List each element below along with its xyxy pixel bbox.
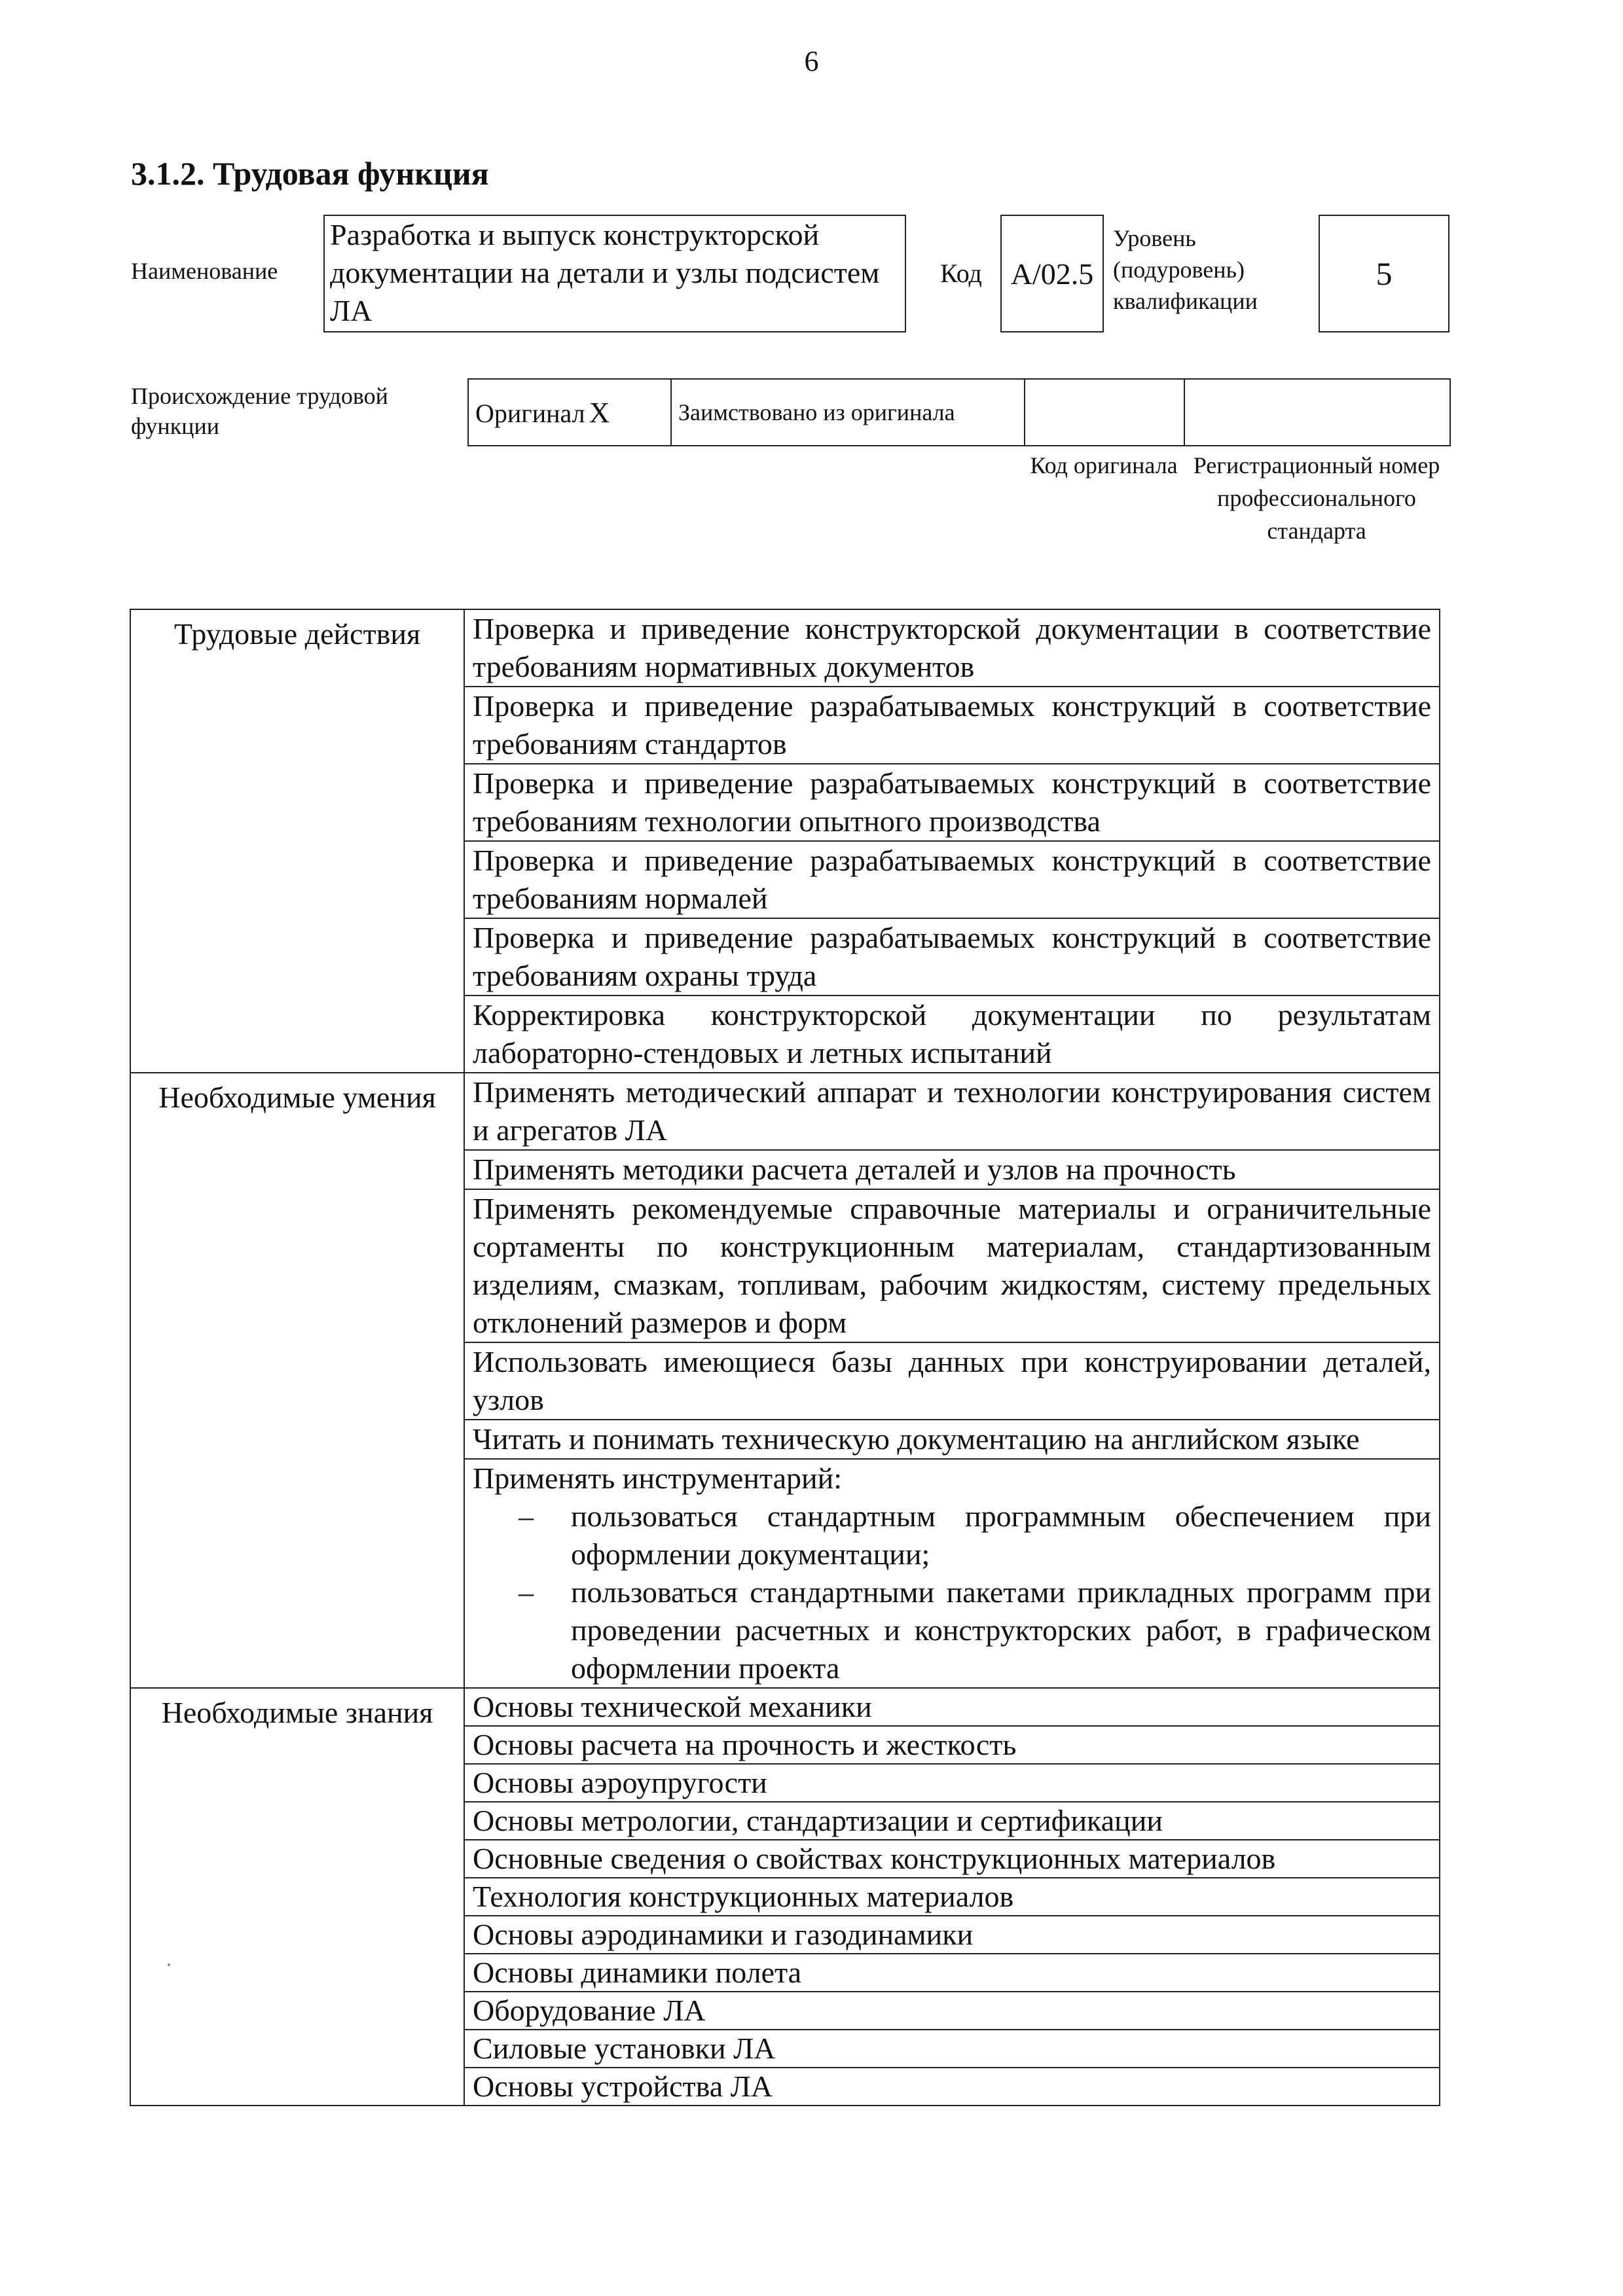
reg-number-caption: Регистрационный номер профессионального стандарта	[1193, 452, 1440, 544]
list-item: Применять методический аппарат и технологии конструирования систем и агрегатов ЛА	[464, 1073, 1440, 1150]
list-item: Использовать имеющиеся базы данных при конструировании деталей, узлов	[464, 1342, 1440, 1420]
list-item: Проверка и приведение разрабатываемых конструкций в соответствие требованиям нормалей	[464, 841, 1440, 918]
list-item: Проверка и приведение разрабатываемых конструкций в соответствие требованиям технологии опытного производства	[464, 764, 1440, 841]
list-item: Основы технической механики	[464, 1688, 1440, 1726]
list-item: Основные сведения о свойствах конструкционных материалов	[464, 1840, 1440, 1878]
tools-bullet-text: пользоваться стандартными пакетами прикладных программ при проведении расчетных и конструкторских работ, в графическом оформлении проекта	[571, 1575, 1431, 1685]
original-mark: X	[589, 396, 610, 429]
list-item: Силовые установки ЛА	[464, 2030, 1440, 2068]
list-item: Основы аэродинамики и газодинамики	[464, 1916, 1440, 1954]
level-label: Уровень (подуровень) квалификации	[1113, 225, 1258, 314]
borrowed-label: Заимствовано из оригинала	[678, 399, 955, 425]
code-field: A/02.5	[1000, 215, 1104, 332]
origin-table	[467, 378, 1451, 446]
list-item: Читать и понимать техническую документацию на английском языке	[464, 1420, 1440, 1459]
page-number: 6	[804, 45, 819, 77]
original-label: Оригинал	[475, 398, 585, 428]
name-label: Наименование	[131, 258, 278, 284]
table-row	[130, 1073, 1440, 1150]
section-title-actions: Трудовые действия	[130, 609, 464, 1073]
code-label: Код	[940, 259, 982, 288]
tools-intro: Применять инструментарий:	[473, 1462, 843, 1495]
list-item: Оборудование ЛА	[464, 1992, 1440, 2030]
list-item-tools	[464, 1459, 1440, 1688]
list-item: Основы устройства ЛА	[464, 2068, 1440, 2106]
level-field: 5	[1319, 215, 1450, 332]
list-item: Основы динамики полета	[464, 1954, 1440, 1992]
list-item: Проверка и приведение конструкторской документации в соответствие требованиям нормативных документов	[464, 609, 1440, 687]
function-details-table	[130, 609, 1440, 2106]
section-title: 3.1.2. Трудовая функция	[131, 155, 489, 192]
dash-marker: –	[519, 1575, 534, 1609]
tools-bullet	[473, 1573, 1431, 1687]
tools-bullet	[473, 1498, 1431, 1573]
list-item: Корректировка конструкторской документации по результатам лабораторно-стендовых и летных испытаний	[464, 996, 1440, 1073]
original-code-caption: Код оригинала	[1030, 452, 1178, 478]
list-item: Основы метрологии, стандартизации и сертификации	[464, 1802, 1440, 1840]
borrowed-cell	[671, 379, 1025, 446]
list-item: Основы аэроупругости	[464, 1764, 1440, 1802]
list-item: Проверка и приведение разрабатываемых конструкций в соответствие требованиям охраны труда	[464, 918, 1440, 996]
section-title-knowledge: Необходимые знания	[130, 1688, 464, 2106]
list-item: Применять методики расчета деталей и узлов на прочность	[464, 1150, 1440, 1189]
list-item: Проверка и приведение разрабатываемых конструкций в соответствие требованиям стандартов	[464, 687, 1440, 764]
original-code-cell	[1025, 379, 1184, 446]
section-title-skills: Необходимые умения	[130, 1073, 464, 1688]
scan-speck	[168, 1964, 170, 1966]
reg-number-cell	[1184, 379, 1450, 446]
table-row	[130, 1688, 1440, 1726]
dash-marker: –	[519, 1499, 534, 1533]
tools-bullet-text: пользоваться стандартным программным обеспечением при оформлении документации;	[571, 1499, 1431, 1571]
origin-label: Происхождение трудовой функции	[131, 383, 388, 439]
list-item: Технология конструкционных материалов	[464, 1878, 1440, 1916]
tools-list	[473, 1498, 1431, 1687]
function-name-field: Разработка и выпуск конструкторской документации на детали и узлы подсистем ЛА	[323, 215, 906, 332]
list-item: Применять рекомендуемые справочные материалы и ограничительные сортаменты по конструкционным материалам, стандартизованным изделиям, смазкам, топливам, рабочим жидкостям, систему предельных отклонений размеров и форм	[464, 1189, 1440, 1342]
table-row	[130, 609, 1440, 687]
original-cell	[468, 379, 671, 446]
list-item: Основы расчета на прочность и жесткость	[464, 1726, 1440, 1764]
